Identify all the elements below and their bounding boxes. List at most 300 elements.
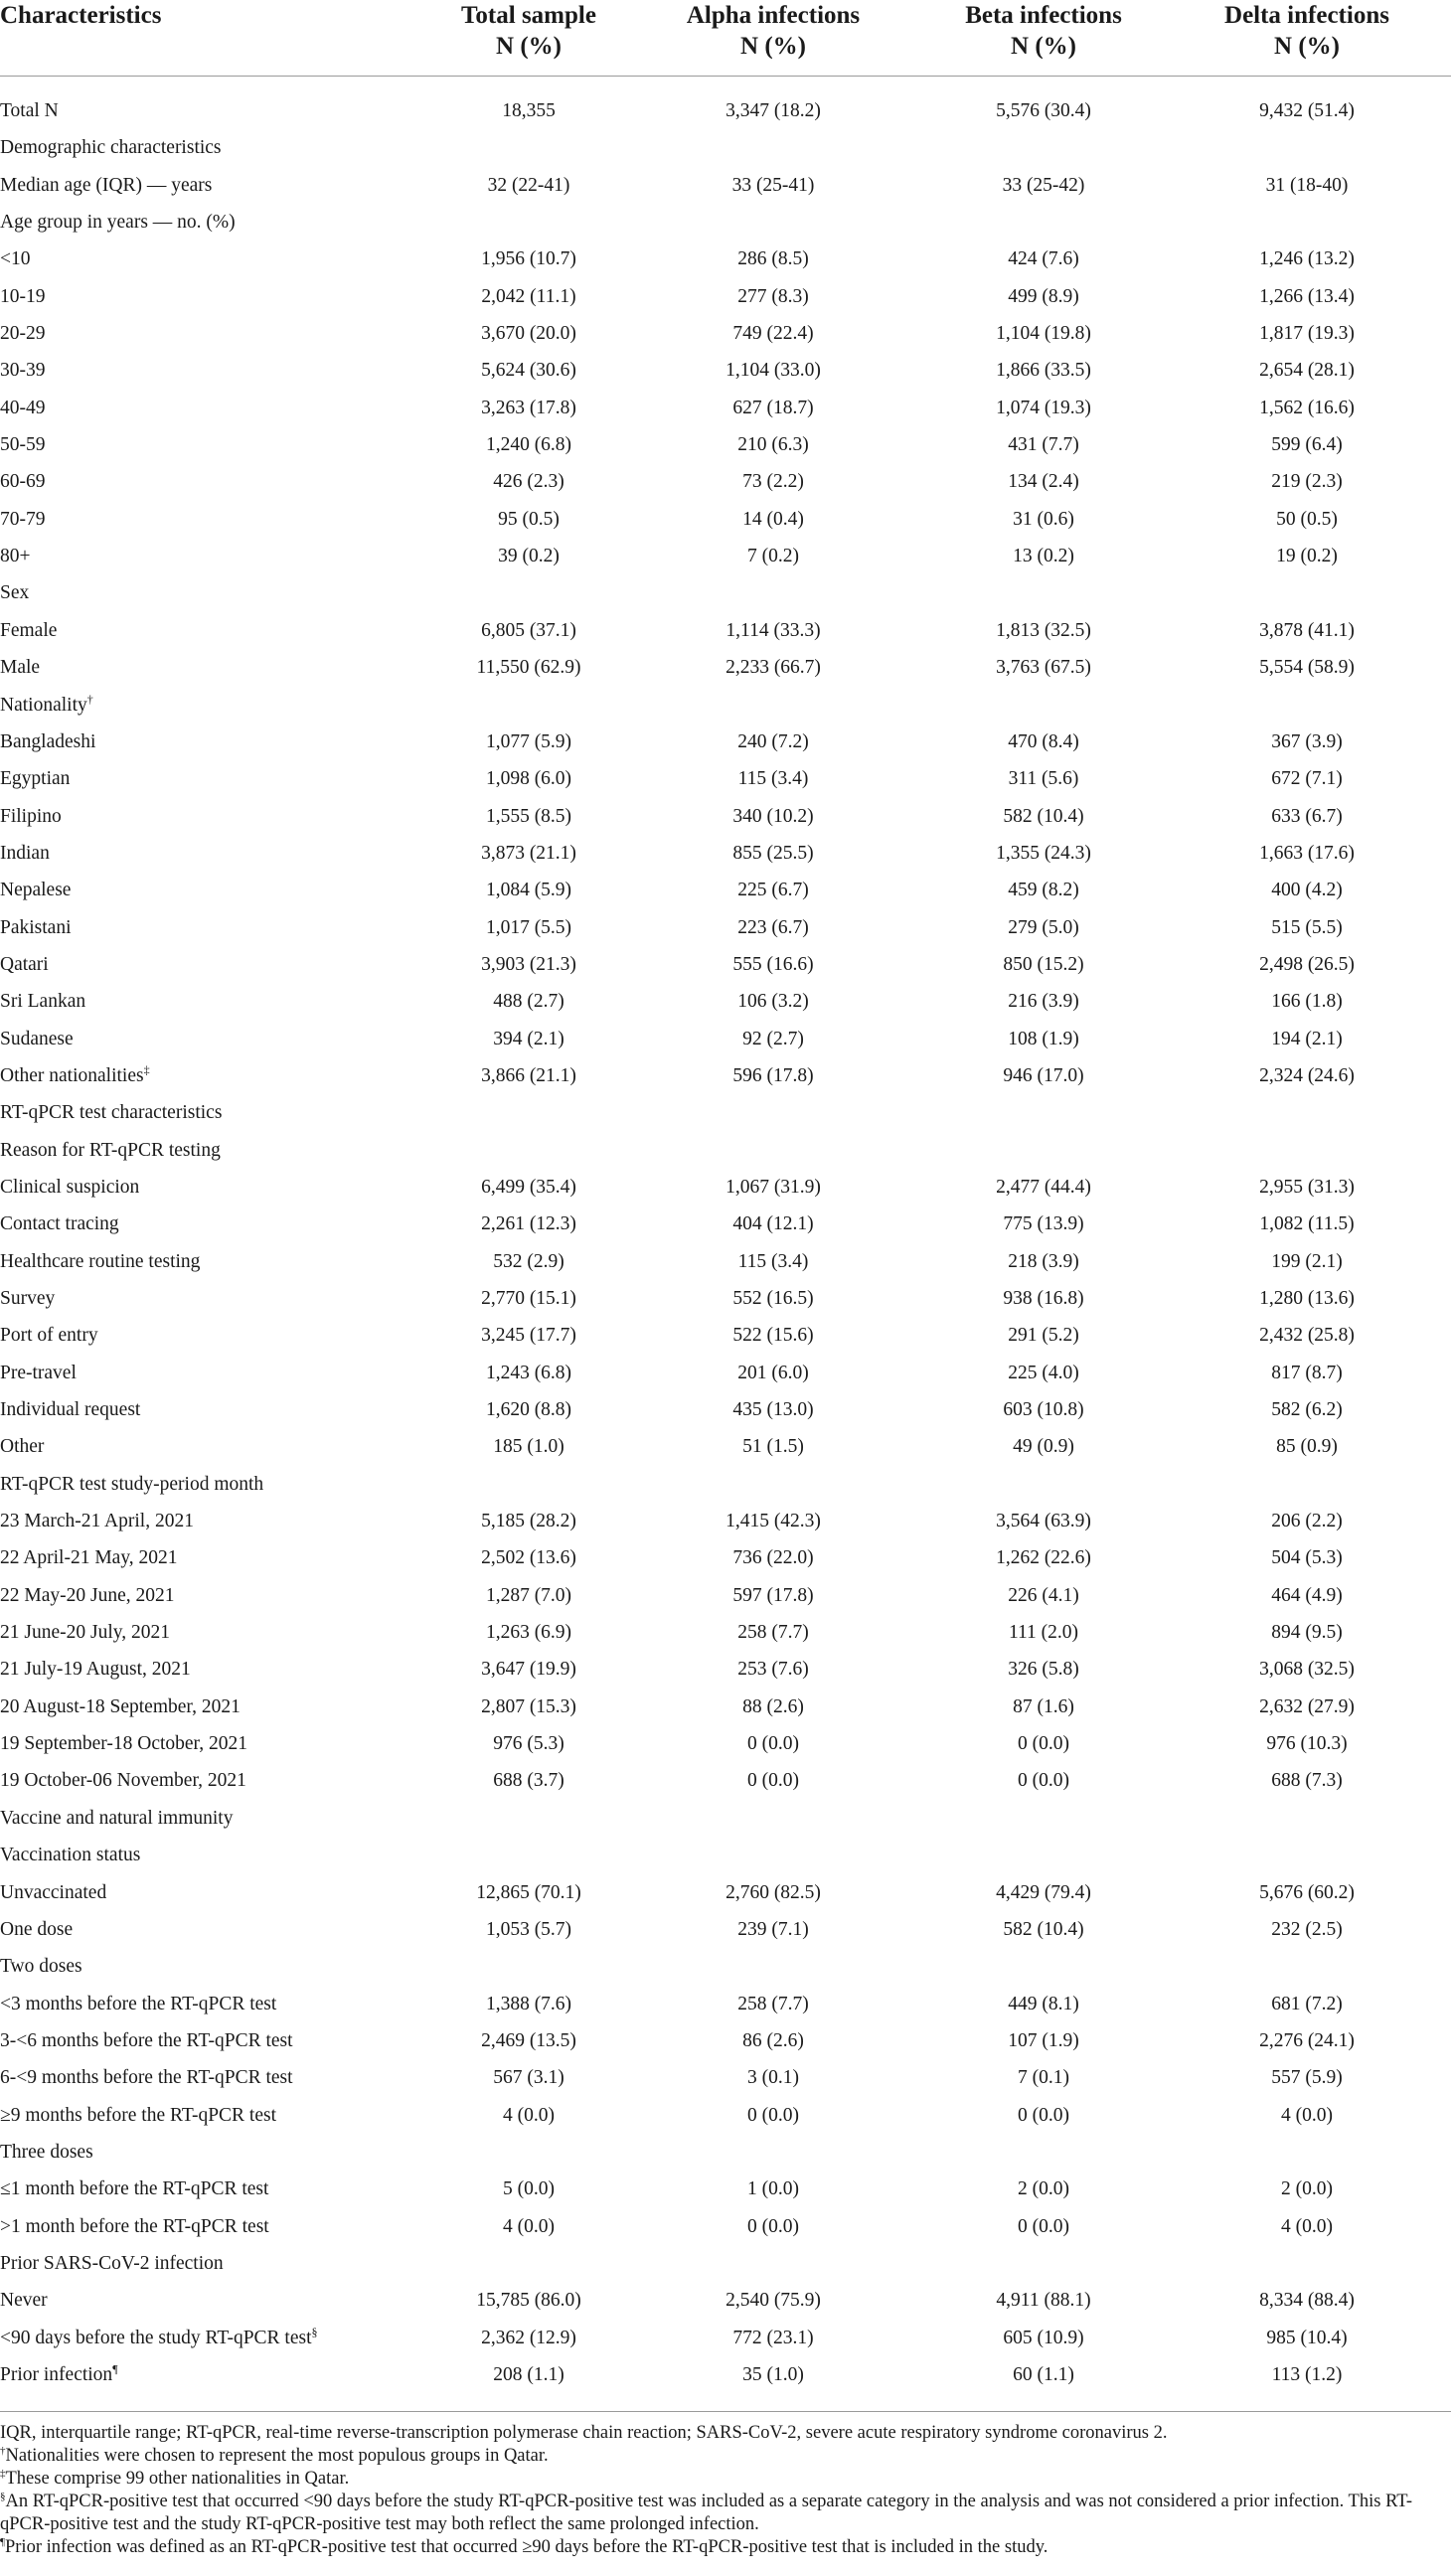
row-value: 567 (3.1) bbox=[493, 2067, 564, 2089]
row-label bbox=[0, 760, 70, 797]
row-value: 1,415 (42.3) bbox=[726, 1511, 821, 1532]
row-value: 3,670 (20.0) bbox=[481, 323, 576, 345]
header-delta-line1: Delta infections bbox=[1224, 2, 1389, 29]
table-footnotes bbox=[0, 2422, 1451, 2559]
row-label bbox=[0, 1355, 77, 1391]
table-row bbox=[0, 426, 1451, 463]
row-value: 499 (8.9) bbox=[1008, 285, 1079, 307]
row-value: 201 (6.0) bbox=[737, 1362, 809, 1383]
row-label-text: Vaccination status bbox=[0, 1845, 141, 1866]
header-total-sample-line1: Total sample bbox=[461, 2, 596, 29]
row-label-text: Prior SARS-CoV-2 infection bbox=[0, 2252, 224, 2274]
row-value: 3 (0.1) bbox=[747, 2067, 799, 2089]
table-row bbox=[0, 1355, 1451, 1391]
row-value: 326 (5.8) bbox=[1008, 1659, 1079, 1681]
row-label-text: Never bbox=[0, 2290, 48, 2312]
table-row bbox=[0, 687, 1451, 724]
table-row bbox=[0, 2356, 1451, 2393]
row-label-text: Clinical suspicion bbox=[0, 1176, 140, 1198]
table-row bbox=[0, 1466, 1451, 1503]
row-value: 6,805 (37.1) bbox=[481, 619, 576, 641]
row-label-text: Nationality bbox=[0, 694, 87, 716]
table-row bbox=[0, 463, 1451, 500]
row-value: 31 (0.6) bbox=[1013, 508, 1074, 530]
table-row bbox=[0, 574, 1451, 611]
row-label-text: 70-79 bbox=[0, 508, 46, 530]
header-alpha-line2: N (%) bbox=[740, 33, 806, 60]
row-value: 60 (1.1) bbox=[1013, 2363, 1074, 2385]
header-delta-infections bbox=[1158, 0, 1451, 62]
table-row bbox=[0, 204, 1451, 241]
row-value: 253 (7.6) bbox=[737, 1659, 809, 1681]
row-value: 1,388 (7.6) bbox=[485, 1993, 572, 2014]
row-value: 1,098 (6.0) bbox=[485, 768, 572, 790]
row-label-text: 50-59 bbox=[0, 434, 46, 456]
row-label bbox=[0, 1021, 74, 1057]
table-row bbox=[0, 2282, 1451, 2319]
row-value: 5,624 (30.6) bbox=[481, 360, 576, 382]
row-value: 681 (7.2) bbox=[1271, 1993, 1343, 2014]
row-label bbox=[0, 835, 50, 872]
row-value: 2,233 (66.7) bbox=[726, 657, 821, 679]
row-value: 1,866 (33.5) bbox=[996, 360, 1091, 382]
row-value: 3,263 (17.8) bbox=[481, 397, 576, 418]
row-label bbox=[0, 92, 59, 129]
row-label bbox=[0, 463, 46, 500]
table-row bbox=[0, 1391, 1451, 1428]
row-label bbox=[0, 983, 85, 1020]
table-row bbox=[0, 835, 1451, 872]
row-value: 3,873 (21.1) bbox=[481, 842, 576, 864]
row-value: 225 (6.7) bbox=[737, 880, 809, 901]
row-value: 258 (7.7) bbox=[737, 1622, 809, 1644]
row-value: 0 (0.0) bbox=[747, 1733, 799, 1755]
row-value: 2,770 (15.1) bbox=[481, 1288, 576, 1309]
row-label-text: 22 May-20 June, 2021 bbox=[0, 1584, 175, 1606]
row-label bbox=[0, 1094, 222, 1131]
row-label-text: 40-49 bbox=[0, 397, 46, 418]
row-value: 8,334 (88.4) bbox=[1259, 2290, 1355, 2312]
row-value: 115 (3.4) bbox=[737, 768, 809, 790]
row-value: 424 (7.6) bbox=[1008, 248, 1079, 270]
row-label bbox=[0, 574, 29, 611]
row-value: 1,104 (19.8) bbox=[996, 323, 1091, 345]
row-label-text: Pakistani bbox=[0, 916, 72, 938]
table-header bbox=[0, 0, 1451, 74]
table-row bbox=[0, 501, 1451, 538]
row-value: 95 (0.5) bbox=[498, 508, 560, 530]
footnote-mark: † bbox=[86, 692, 93, 706]
row-label-text: 21 June-20 July, 2021 bbox=[0, 1622, 170, 1644]
row-value: 33 (25-42) bbox=[1002, 174, 1085, 196]
table-row bbox=[0, 1206, 1451, 1242]
row-label bbox=[0, 2282, 48, 2319]
table-row bbox=[0, 1094, 1451, 1131]
row-value: 49 (0.9) bbox=[1013, 1436, 1074, 1458]
row-label-text: <3 months before the RT-qPCR test bbox=[0, 1993, 277, 2014]
row-value: 4 (0.0) bbox=[503, 2215, 555, 2237]
row-value: 985 (10.4) bbox=[1266, 2327, 1348, 2348]
row-value: 2,477 (44.4) bbox=[996, 1176, 1091, 1198]
row-value: 2,654 (28.1) bbox=[1259, 360, 1355, 382]
row-value: 0 (0.0) bbox=[747, 2104, 799, 2126]
row-value: 51 (1.5) bbox=[742, 1436, 804, 1458]
row-value: 532 (2.9) bbox=[493, 1250, 564, 1272]
row-value: 115 (3.4) bbox=[737, 1250, 809, 1272]
row-value: 582 (6.2) bbox=[1271, 1399, 1343, 1421]
row-value: 2,432 (25.8) bbox=[1259, 1325, 1355, 1347]
row-value: 596 (17.8) bbox=[732, 1064, 814, 1086]
row-value: 557 (5.9) bbox=[1271, 2067, 1343, 2089]
table-row bbox=[0, 1169, 1451, 1206]
header-total-sample-line2: N (%) bbox=[496, 33, 562, 60]
table-row bbox=[0, 1503, 1451, 1539]
row-value: 3,068 (32.5) bbox=[1259, 1659, 1355, 1681]
row-value: 107 (1.9) bbox=[1008, 2029, 1079, 2051]
row-value: 279 (5.0) bbox=[1008, 916, 1079, 938]
row-value: 2,469 (13.5) bbox=[481, 2029, 576, 2051]
row-label-text: ≥9 months before the RT-qPCR test bbox=[0, 2104, 277, 2126]
row-value: 73 (2.2) bbox=[742, 471, 804, 493]
row-value: 404 (12.1) bbox=[732, 1213, 814, 1235]
row-value: 449 (8.1) bbox=[1008, 1993, 1079, 2014]
table-row bbox=[0, 1986, 1451, 2022]
row-value: 736 (22.0) bbox=[732, 1547, 814, 1569]
row-value: 1,355 (24.3) bbox=[996, 842, 1091, 864]
row-value: 88 (2.6) bbox=[742, 1695, 804, 1717]
table-row bbox=[0, 798, 1451, 835]
table-row bbox=[0, 1539, 1451, 1576]
row-value: 5,185 (28.2) bbox=[481, 1511, 576, 1532]
row-value: 4 (0.0) bbox=[1281, 2215, 1333, 2237]
row-label-text: Indian bbox=[0, 842, 50, 864]
row-label bbox=[0, 167, 212, 204]
row-value: 226 (4.1) bbox=[1008, 1584, 1079, 1606]
row-label-text: <10 bbox=[0, 248, 31, 270]
row-value: 11,550 (62.9) bbox=[476, 657, 581, 679]
row-value: 0 (0.0) bbox=[1018, 2215, 1069, 2237]
table-row bbox=[0, 1021, 1451, 1057]
row-value: 33 (25-41) bbox=[731, 174, 815, 196]
footnote-mark: ¶ bbox=[112, 2361, 118, 2376]
row-value: 0 (0.0) bbox=[1018, 1770, 1069, 1792]
row-value: 4 (0.0) bbox=[503, 2104, 555, 2126]
row-value: 6,499 (35.4) bbox=[481, 1176, 576, 1198]
row-label-text: Pre-travel bbox=[0, 1362, 77, 1383]
row-value: 340 (10.2) bbox=[732, 805, 814, 827]
row-value: 488 (2.7) bbox=[493, 991, 564, 1013]
row-value: 688 (3.7) bbox=[493, 1770, 564, 1792]
row-value: 976 (5.3) bbox=[493, 1733, 564, 1755]
table-row bbox=[0, 649, 1451, 686]
row-value: 19 (0.2) bbox=[1276, 546, 1338, 567]
row-label bbox=[0, 909, 72, 946]
row-value: 522 (15.6) bbox=[732, 1325, 814, 1347]
row-label-text: Demographic characteristics bbox=[0, 137, 222, 159]
table-row bbox=[0, 1577, 1451, 1614]
row-value: 597 (17.8) bbox=[732, 1584, 814, 1606]
table-row bbox=[0, 2245, 1451, 2282]
row-label-text: Three doses bbox=[0, 2141, 93, 2163]
row-value: 2,261 (12.3) bbox=[481, 1213, 576, 1235]
row-value: 111 (2.0) bbox=[1008, 1622, 1079, 1644]
table-row bbox=[0, 983, 1451, 1020]
row-value: 1,663 (17.6) bbox=[1259, 842, 1355, 864]
table-row bbox=[0, 2320, 1451, 2356]
row-value: 1,114 (33.3) bbox=[726, 619, 821, 641]
footnote-mark: ‡ bbox=[143, 1062, 150, 1077]
row-label bbox=[0, 2245, 224, 2282]
row-label bbox=[0, 2022, 293, 2059]
row-value: 1,082 (11.5) bbox=[1259, 1213, 1355, 1235]
row-value: 32 (22-41) bbox=[487, 174, 570, 196]
row-value: 775 (13.9) bbox=[1003, 1213, 1084, 1235]
row-label-text: 20 August-18 September, 2021 bbox=[0, 1695, 241, 1717]
row-value: 627 (18.7) bbox=[732, 397, 814, 418]
row-value: 431 (7.7) bbox=[1008, 434, 1079, 456]
row-value: 1,053 (5.7) bbox=[485, 1918, 572, 1940]
row-label bbox=[0, 1466, 263, 1503]
row-label bbox=[0, 1651, 191, 1688]
row-value: 15,785 (86.0) bbox=[476, 2290, 581, 2312]
table-row bbox=[0, 1614, 1451, 1651]
row-value: 219 (2.3) bbox=[1271, 471, 1343, 493]
footnote-text: These comprise 99 other nationalities in Qatar. bbox=[5, 2469, 350, 2489]
row-label-text: >1 month before the RT-qPCR test bbox=[0, 2215, 269, 2237]
row-label bbox=[0, 1837, 140, 1873]
row-value: 946 (17.0) bbox=[1003, 1064, 1084, 1086]
row-label bbox=[0, 352, 46, 389]
row-value: 0 (0.0) bbox=[747, 2215, 799, 2237]
row-value: 1,562 (16.6) bbox=[1259, 397, 1355, 418]
row-value: 4 (0.0) bbox=[1281, 2104, 1333, 2126]
row-value: 2,324 (24.6) bbox=[1259, 1064, 1355, 1086]
row-label bbox=[0, 501, 46, 538]
row-label-text: Two doses bbox=[0, 1956, 82, 1978]
row-label bbox=[0, 1948, 82, 1985]
row-value: 5,576 (30.4) bbox=[996, 100, 1091, 121]
row-value: 185 (1.0) bbox=[493, 1436, 564, 1458]
row-label-text: Other bbox=[0, 1436, 45, 1458]
row-label bbox=[0, 724, 95, 760]
row-value: 582 (10.4) bbox=[1003, 1918, 1084, 1940]
row-label bbox=[0, 1057, 150, 1094]
row-label bbox=[0, 1428, 44, 1465]
row-label-text: 21 July-19 August, 2021 bbox=[0, 1659, 191, 1681]
row-value: 216 (3.9) bbox=[1008, 991, 1079, 1013]
row-value: 3,903 (21.3) bbox=[481, 953, 576, 975]
row-value: 938 (16.8) bbox=[1003, 1288, 1084, 1309]
row-label-text: Total N bbox=[0, 100, 59, 121]
row-value: 3,245 (17.7) bbox=[481, 1325, 576, 1347]
row-label-text: Filipino bbox=[0, 805, 62, 827]
table-row bbox=[0, 315, 1451, 352]
row-label-text: RT-qPCR test study-period month bbox=[0, 1473, 264, 1495]
row-value: 2,540 (75.9) bbox=[726, 2290, 821, 2312]
row-value: 3,763 (67.5) bbox=[996, 657, 1091, 679]
row-value: 113 (1.2) bbox=[1271, 2363, 1343, 2385]
header-alpha-infections bbox=[624, 0, 922, 62]
row-label-text: 20-29 bbox=[0, 323, 46, 345]
row-value: 1,620 (8.8) bbox=[485, 1399, 572, 1421]
row-value: 367 (3.9) bbox=[1271, 730, 1343, 752]
row-value: 0 (0.0) bbox=[1018, 1733, 1069, 1755]
row-label bbox=[0, 315, 46, 352]
row-value: 400 (4.2) bbox=[1271, 880, 1343, 901]
table-row bbox=[0, 1800, 1451, 1837]
row-value: 166 (1.8) bbox=[1271, 991, 1343, 1013]
row-label-text: Healthcare routine testing bbox=[0, 1250, 201, 1272]
row-value: 1,817 (19.3) bbox=[1259, 323, 1355, 345]
row-label bbox=[0, 1911, 73, 1948]
row-label bbox=[0, 2059, 293, 2096]
row-value: 435 (13.0) bbox=[732, 1399, 814, 1421]
row-label bbox=[0, 612, 57, 649]
table-row bbox=[0, 1911, 1451, 1948]
row-value: 2,807 (15.3) bbox=[481, 1695, 576, 1717]
row-value: 86 (2.6) bbox=[742, 2029, 804, 2051]
row-value: 1 (0.0) bbox=[747, 2178, 799, 2200]
header-delta-line2: N (%) bbox=[1274, 33, 1340, 60]
row-value: 1,262 (22.6) bbox=[996, 1547, 1091, 1569]
row-label-text: Nepalese bbox=[0, 880, 72, 901]
row-value: 258 (7.7) bbox=[737, 1993, 809, 2014]
row-value: 7 (0.2) bbox=[747, 546, 799, 567]
row-value: 394 (2.1) bbox=[493, 1028, 564, 1049]
row-value: 232 (2.5) bbox=[1271, 1918, 1343, 1940]
row-value: 2,955 (31.3) bbox=[1259, 1176, 1355, 1198]
row-value: 470 (8.4) bbox=[1008, 730, 1079, 752]
row-value: 976 (10.3) bbox=[1266, 1733, 1348, 1755]
row-label-text: Port of entry bbox=[0, 1325, 98, 1347]
row-value: 206 (2.2) bbox=[1271, 1511, 1343, 1532]
footnote-mark: ¶ bbox=[0, 2535, 5, 2548]
footer-rule bbox=[0, 2411, 1451, 2412]
footnote bbox=[0, 2536, 1451, 2559]
table-row bbox=[0, 1057, 1451, 1094]
header-characteristics: Characteristics bbox=[0, 2, 162, 29]
row-label bbox=[0, 1614, 170, 1651]
row-label-text: Sri Lankan bbox=[0, 991, 86, 1013]
row-label bbox=[0, 2171, 268, 2207]
row-value: 218 (3.9) bbox=[1008, 1250, 1079, 1272]
table-row bbox=[0, 538, 1451, 574]
row-label-text: 3-<6 months before the RT-qPCR test bbox=[0, 2029, 293, 2051]
footnote bbox=[0, 2468, 1451, 2491]
row-label bbox=[0, 1986, 276, 2022]
table-row bbox=[0, 1874, 1451, 1911]
row-label bbox=[0, 2134, 93, 2171]
footnote-mark: § bbox=[0, 2490, 6, 2502]
row-label-text: Bangladeshi bbox=[0, 730, 96, 752]
row-value: 2,498 (26.5) bbox=[1259, 953, 1355, 975]
row-value: 3,866 (21.1) bbox=[481, 1064, 576, 1086]
row-value: 286 (8.5) bbox=[737, 248, 809, 270]
table-row bbox=[0, 1725, 1451, 1762]
row-value: 18,355 bbox=[502, 100, 556, 121]
row-label bbox=[0, 946, 49, 983]
row-label bbox=[0, 687, 93, 724]
row-value: 0 (0.0) bbox=[747, 1770, 799, 1792]
row-value: 0 (0.0) bbox=[1018, 2104, 1069, 2126]
row-value: 239 (7.1) bbox=[737, 1918, 809, 1940]
row-value: 459 (8.2) bbox=[1008, 880, 1079, 901]
footnote bbox=[0, 2491, 1451, 2536]
row-label bbox=[0, 1725, 247, 1762]
footnote-text: IQR, interquartile range; RT-qPCR, real-time reverse-transcription polymerase chain reaction; SARS-CoV-2, severe acute respiratory syndrome coronavirus 2. bbox=[0, 2423, 1168, 2443]
row-label bbox=[0, 278, 46, 315]
table-row bbox=[0, 1317, 1451, 1354]
row-value: 3,647 (19.9) bbox=[481, 1659, 576, 1681]
row-value: 9,432 (51.4) bbox=[1259, 100, 1355, 121]
row-value: 1,263 (6.9) bbox=[485, 1622, 572, 1644]
table-row bbox=[0, 2208, 1451, 2245]
row-value: 106 (3.2) bbox=[737, 991, 809, 1013]
row-value: 2,632 (27.9) bbox=[1259, 1695, 1355, 1717]
row-value: 240 (7.2) bbox=[737, 730, 809, 752]
header-beta-infections bbox=[894, 0, 1193, 62]
table-row bbox=[0, 390, 1451, 426]
row-label bbox=[0, 390, 46, 426]
row-label bbox=[0, 204, 236, 241]
row-label-text: One dose bbox=[0, 1918, 74, 1940]
row-label bbox=[0, 2097, 276, 2134]
row-value: 504 (5.3) bbox=[1271, 1547, 1343, 1569]
row-value: 1,104 (33.0) bbox=[726, 360, 821, 382]
row-value: 134 (2.4) bbox=[1008, 471, 1079, 493]
table-row bbox=[0, 872, 1451, 908]
table-row bbox=[0, 2097, 1451, 2134]
table-row bbox=[0, 352, 1451, 389]
row-value: 3,347 (18.2) bbox=[726, 100, 821, 121]
row-value: 5,554 (58.9) bbox=[1259, 657, 1355, 679]
row-value: 749 (22.4) bbox=[732, 323, 814, 345]
row-value: 108 (1.9) bbox=[1008, 1028, 1079, 1049]
row-value: 1,266 (13.4) bbox=[1259, 285, 1355, 307]
row-label bbox=[0, 1169, 139, 1206]
row-value: 208 (1.1) bbox=[493, 2363, 564, 2385]
row-label-text: 23 March-21 April, 2021 bbox=[0, 1511, 194, 1532]
row-label bbox=[0, 798, 62, 835]
table-row bbox=[0, 2059, 1451, 2096]
table-row bbox=[0, 612, 1451, 649]
row-label-text: Qatari bbox=[0, 953, 49, 975]
table-row bbox=[0, 946, 1451, 983]
row-value: 1,017 (5.5) bbox=[485, 916, 572, 938]
row-label bbox=[0, 426, 46, 463]
row-value: 2,362 (12.9) bbox=[481, 2327, 576, 2348]
row-value: 223 (6.7) bbox=[737, 916, 809, 938]
row-label bbox=[0, 2356, 118, 2393]
table-row bbox=[0, 760, 1451, 797]
row-value: 35 (1.0) bbox=[742, 2363, 804, 2385]
row-label bbox=[0, 1539, 178, 1576]
row-label bbox=[0, 1874, 106, 1911]
row-value: 39 (0.2) bbox=[498, 546, 560, 567]
row-value: 1,555 (8.5) bbox=[485, 805, 572, 827]
row-label bbox=[0, 649, 40, 686]
row-label-text: 30-39 bbox=[0, 360, 46, 382]
row-label-text: 19 October-06 November, 2021 bbox=[0, 1770, 246, 1792]
footnote-text: An RT-qPCR-positive test that occurred <90 days before the study RT-qPCR-positive test was included as a separate category in the analysis and was not considered a prior infection. This RT-qPCR-positive test and the study RT-qPCR-positive test may both reflect the same prolonged infection. bbox=[0, 2492, 1413, 2534]
row-value: 87 (1.6) bbox=[1013, 1695, 1074, 1717]
row-value: 31 (18-40) bbox=[1265, 174, 1349, 196]
row-value: 3,878 (41.1) bbox=[1259, 619, 1355, 641]
table-row bbox=[0, 129, 1451, 166]
row-value: 194 (2.1) bbox=[1271, 1028, 1343, 1049]
row-label-text: Median age (IQR) — years bbox=[0, 174, 213, 196]
row-value: 225 (4.0) bbox=[1008, 1362, 1079, 1383]
